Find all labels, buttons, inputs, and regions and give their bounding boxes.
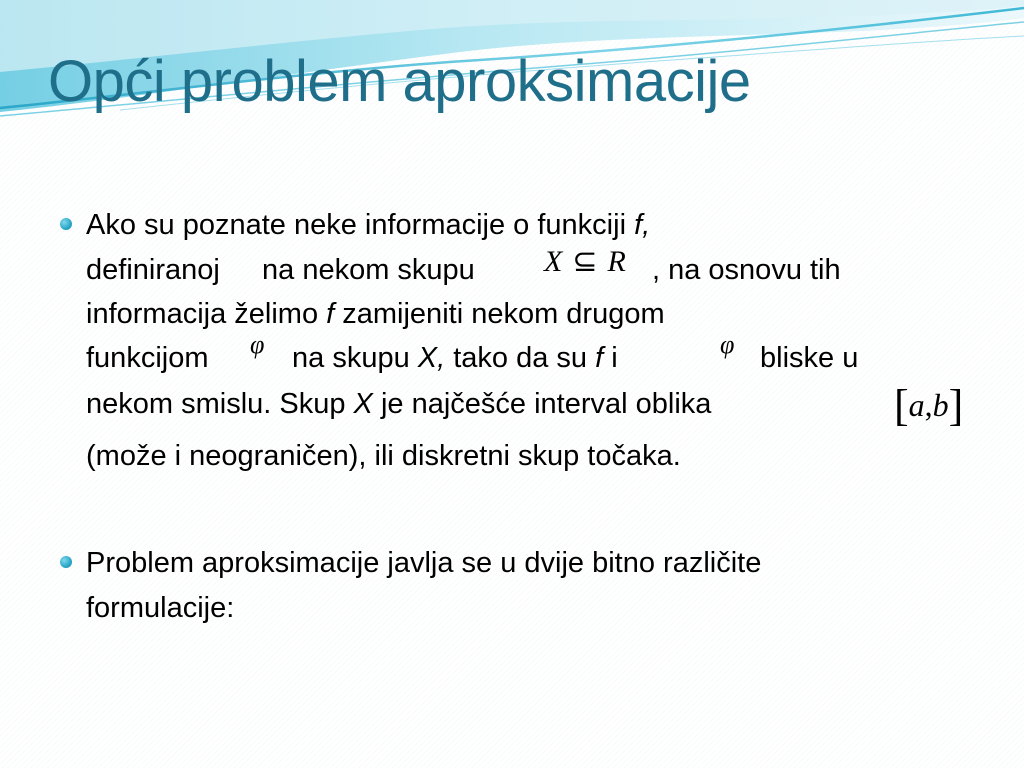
bullet-1-line-4e (760, 341, 858, 375)
bullet-1-line-1 (86, 208, 650, 242)
text-segment-italic: f (595, 342, 604, 374)
text-segment-italic: X (353, 388, 373, 420)
text-segment: je najčešće interval oblika (372, 388, 712, 420)
text-segment: na nekom skupu (262, 254, 475, 286)
text-segment: Problem aproksimacije javlja se u dvije bitno različite (86, 547, 762, 579)
right-bracket: ] (948, 381, 964, 430)
bullet-2-line-2 (86, 591, 234, 625)
bullet-1-line-2c (652, 253, 841, 287)
math-x-subseteq-r (544, 244, 626, 279)
math-phi-2 (720, 330, 734, 360)
text-segment: zamijeniti nekom drugom (334, 298, 665, 330)
bullet-dot-icon (60, 218, 72, 230)
text-segment: nekom smislu. Skup (86, 388, 354, 420)
bullet-1-marker (60, 218, 76, 234)
text-segment: (može i neograničen), ili diskretni skup točaka. (86, 440, 681, 472)
comma-symbol: , (924, 387, 933, 423)
text-segment: bliske u (760, 342, 859, 374)
math-var-r: R (607, 245, 626, 278)
text-segment: formulacije: (86, 592, 235, 624)
bullet-1-line-4a (86, 341, 209, 375)
math-var-a: a (908, 387, 925, 423)
math-phi (250, 330, 264, 360)
subseteq-symbol: ⊆ (572, 245, 598, 278)
bullet-1-line-2 (86, 253, 220, 287)
bullet-dot-icon (60, 556, 72, 568)
text-segment-italic: f, (634, 209, 651, 241)
phi-symbol: φ (250, 330, 265, 359)
text-segment: funkcijom (86, 342, 209, 374)
text-segment: tako da su (445, 342, 596, 374)
text-segment-italic: X, (417, 342, 446, 374)
text-segment: i (603, 342, 618, 374)
math-interval-ab (894, 380, 963, 431)
phi-symbol: φ (720, 330, 735, 359)
text-segment: informacija želimo (86, 298, 327, 330)
bullet-1-line-2b (262, 253, 475, 287)
left-bracket: [ (894, 381, 909, 430)
bullet-1-line-6 (86, 439, 681, 473)
text-segment: , na osnovu tih (652, 254, 841, 286)
text-segment: definiranoj (86, 254, 220, 286)
text-segment: Ako su poznate neke informacije o funkciji (86, 209, 635, 241)
bullet-1-line-5 (86, 387, 711, 421)
math-var-b: b (932, 387, 949, 423)
bullet-2-line-1 (86, 546, 761, 580)
text-segment-italic: f (326, 298, 335, 330)
bullet-1-line-4b (292, 341, 618, 375)
math-var-x: X (544, 245, 563, 278)
bullet-2-marker (60, 556, 76, 572)
slide-title: Opći problem aproksimacije (48, 49, 751, 114)
bullet-1-line-3 (86, 297, 665, 331)
text-segment: na skupu (292, 342, 418, 374)
